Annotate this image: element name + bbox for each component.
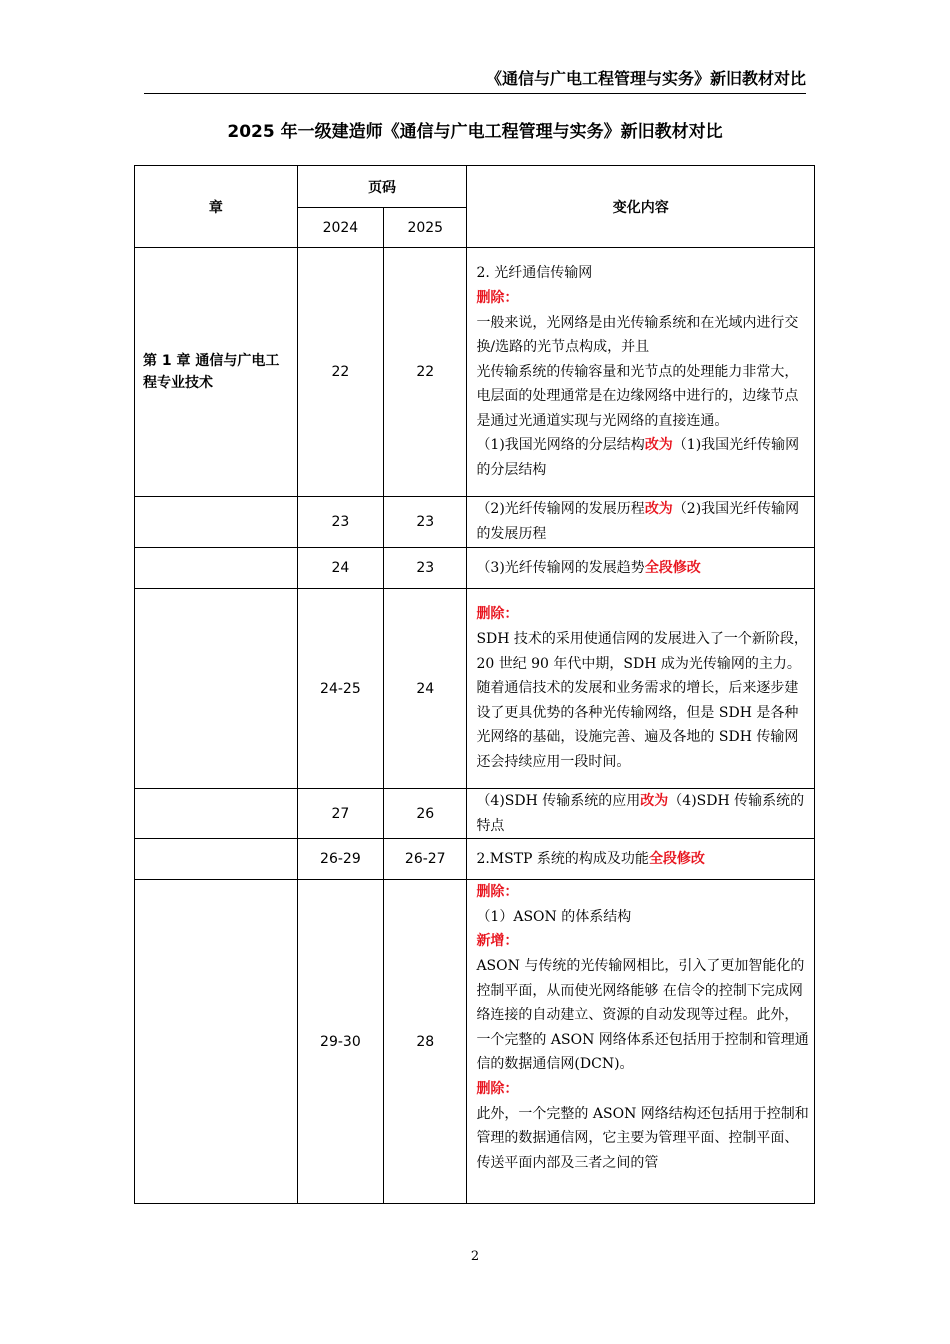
table-row xyxy=(135,248,815,497)
deleted-text: 光传输系统的传输容量和光节点的处理能力非常大，电层面的处理通常是在边缘网络中进行的，边缘节点是通过光通道实现与光网络的直接连通。 xyxy=(476,363,799,429)
table-row xyxy=(135,589,815,789)
chapter-cell xyxy=(135,880,298,1204)
page-2024-cell: 29-30 xyxy=(297,880,383,1204)
new-heading: （4)SDH 传输系统的特点 xyxy=(476,793,805,834)
full-revision-label: 全段修改 xyxy=(644,559,701,576)
delete-label: 删除： xyxy=(476,606,519,623)
change-cell xyxy=(467,248,815,497)
header-2024: 2024 xyxy=(297,208,383,248)
change-cell xyxy=(467,789,815,839)
table-row xyxy=(135,880,815,1204)
section-heading: 2. 光纤通信传输网 xyxy=(476,265,593,282)
full-revision-label: 全段修改 xyxy=(648,850,705,867)
page-2024-cell: 24 xyxy=(297,548,383,589)
change-cell xyxy=(467,839,815,880)
running-header: 《通信与广电工程管理与实务》新旧教材对比 xyxy=(144,66,806,94)
old-heading: （4)SDH 传输系统的应用 xyxy=(476,793,641,809)
page-2025-cell: 28 xyxy=(384,880,467,1204)
old-heading: （2)光纤传输网的发展历程 xyxy=(476,501,645,518)
page-2024-cell: 24-25 xyxy=(297,589,383,789)
chapter-cell xyxy=(135,589,298,789)
change-cell xyxy=(467,548,815,589)
added-text: ASON 与传统的光传输网相比，引入了更加智能化的控制平面，从而使光网络能够 在信令的控制下完成网络连接的自动建立、资源的自动发现等过程。此外，一个完整的 ASON 网络体系还包括用于控制和管理通信的数据通信网(DCN)。 xyxy=(476,957,809,1073)
table-row xyxy=(135,548,815,589)
table-header-row xyxy=(135,166,815,208)
changed-to-label: 改为 xyxy=(644,437,673,454)
delete-label: 删除： xyxy=(476,884,519,901)
change-cell xyxy=(467,497,815,548)
new-heading: （1)我国光纤传输网的分层结构 xyxy=(476,437,800,479)
page-2024-cell: 23 xyxy=(297,497,383,548)
header-change: 变化内容 xyxy=(467,166,815,248)
page-number: 2 xyxy=(470,1249,480,1264)
page-2024-cell: 27 xyxy=(297,789,383,839)
deleted-text: SDH 技术的采用使通信网的发展进入了一个新阶段，20 世纪 90 年代中期，SDH 成为光传输网的主力。随着通信技术的发展和业务需求的增长，后来逐步建设了更具优势的各种光传输网络，但是 SDH 是各种光网络的基础，设施完善、遍及各地的 SDH 传输网还会持续应用一段时间。 xyxy=(476,631,808,770)
page-2025-cell: 24 xyxy=(384,589,467,789)
chapter-cell xyxy=(135,497,298,548)
header-pages: 页码 xyxy=(297,166,467,208)
old-heading: （1)我国光网络的分层结构 xyxy=(476,437,645,454)
change-cell xyxy=(467,589,815,789)
new-heading: （2)我国光纤传输网的发展历程 xyxy=(476,501,800,542)
page-2025-cell: 23 xyxy=(384,548,467,589)
table-row xyxy=(135,789,815,839)
header-chapter: 章 xyxy=(135,166,298,248)
page-2024-cell: 22 xyxy=(297,248,383,497)
changed-to-label: 改为 xyxy=(644,501,673,518)
chapter-cell: 第 1 章 通信与广电工程专业技术 xyxy=(135,248,298,497)
header-2025: 2025 xyxy=(384,208,467,248)
comparison-table xyxy=(134,165,815,1204)
page-2025-cell: 26 xyxy=(384,789,467,839)
chapter-cell xyxy=(135,839,298,880)
section-heading: 2.MSTP 系统的构成及功能 xyxy=(476,850,649,867)
deleted-text: 此外，一个完整的 ASON 网络结构还包括用于控制和管理的数据通信网，它主要为管理平面、控制平面、传送平面内部及三者之间的管 xyxy=(476,1105,809,1171)
added-label: 新增： xyxy=(476,933,519,950)
chapter-cell xyxy=(135,548,298,589)
page-2025-cell: 22 xyxy=(384,248,467,497)
delete-label: 删除： xyxy=(476,1080,519,1097)
page-2025-cell: 23 xyxy=(384,497,467,548)
rename-line xyxy=(476,433,810,482)
table-row xyxy=(135,497,815,548)
change-cell-content xyxy=(476,880,810,1202)
delete-label: 删除： xyxy=(476,289,519,306)
change-cell xyxy=(467,880,815,1204)
document-title: 2025 年一级建造师《通信与广电工程管理与实务》新旧教材对比 xyxy=(227,122,723,142)
deleted-text: 一般来说，光网络是由光传输系统和在光域内进行交换/选路的光节点构成，并且 xyxy=(476,314,799,356)
chapter-cell xyxy=(135,789,298,839)
changed-to-label: 改为 xyxy=(640,793,669,809)
deleted-heading: （1）ASON 的体系结构 xyxy=(476,908,632,925)
section-heading: （3)光纤传输网的发展趋势 xyxy=(476,559,645,576)
table-row xyxy=(135,839,815,880)
page-2024-cell: 26-29 xyxy=(297,839,383,880)
page-2025-cell: 26-27 xyxy=(384,839,467,880)
